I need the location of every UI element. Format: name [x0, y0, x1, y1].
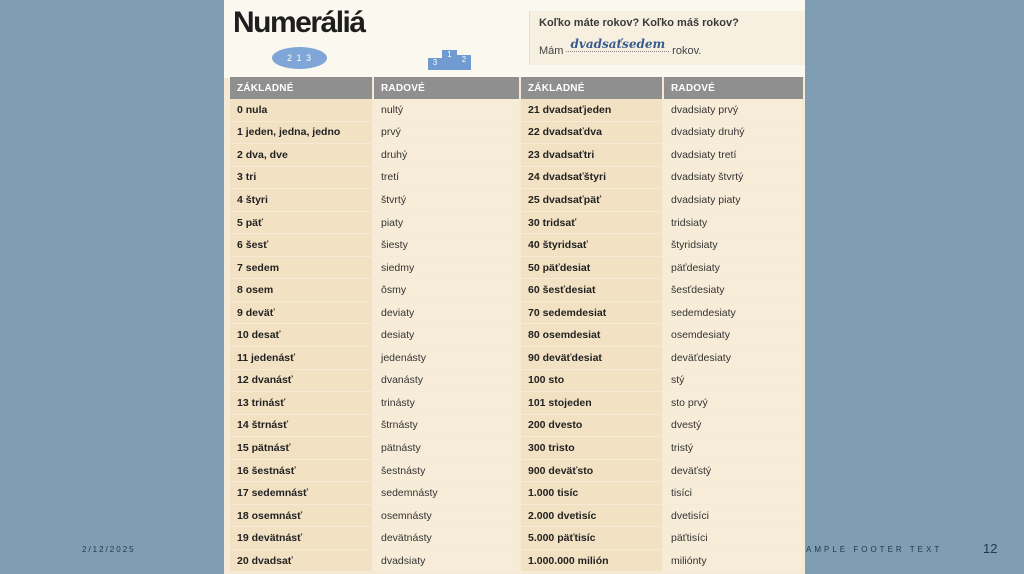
- cardinal-cell: 5 päť: [230, 211, 373, 234]
- cardinal-cell: 900 deväťsto: [520, 459, 663, 482]
- cardinal-cell: 4 štyri: [230, 189, 373, 212]
- ordinal-cell: desiaty: [373, 324, 520, 347]
- ordinal-cell: dvadsiaty: [373, 549, 520, 572]
- page-number: 12: [983, 541, 998, 556]
- cardinal-cell: 6 šesť: [230, 234, 373, 257]
- table-row: [230, 189, 804, 212]
- ordinal-cell: deväťstý: [663, 459, 804, 482]
- cardinal-cell: 0 nula: [230, 99, 373, 121]
- cardinal-cell: 100 sto: [520, 369, 663, 392]
- header-zakladne-2: ZÁKLADNÉ: [520, 77, 663, 99]
- ordinal-cell: šestnásty: [373, 459, 520, 482]
- table-row: [230, 459, 804, 482]
- cardinal-cell: 60 šesťdesiat: [520, 279, 663, 302]
- cardinal-cell: 23 dvadsaťtri: [520, 144, 663, 167]
- question-text: Koľko máte rokov? Koľko máš rokov?: [539, 17, 739, 29]
- ordinal-cell: piaty: [373, 211, 520, 234]
- cardinal-cell: 21 dvadsaťjeden: [520, 99, 663, 121]
- table-row: [230, 369, 804, 392]
- table-row: [230, 99, 804, 121]
- ordinal-cell: pätnásty: [373, 437, 520, 460]
- cardinal-cell: 90 deväťdesiat: [520, 347, 663, 370]
- table-row: [230, 437, 804, 460]
- cardinal-cell: 18 osemnásť: [230, 504, 373, 527]
- ordinal-cell: ôsmy: [373, 279, 520, 302]
- ordinal-cell: tisíci: [663, 482, 804, 505]
- table-row: [230, 234, 804, 257]
- podium-second: 2: [457, 55, 471, 70]
- table-row: [230, 324, 804, 347]
- header-radove-2: RADOVÉ: [663, 77, 804, 99]
- cardinal-cell: 40 štyridsať: [520, 234, 663, 257]
- table-row: [230, 482, 804, 505]
- header-radove-1: RADOVÉ: [373, 77, 520, 99]
- cardinal-cell: 30 tridsať: [520, 211, 663, 234]
- ordinal-cell: sedemdesiaty: [663, 301, 804, 324]
- cardinal-cell: 22 dvadsaťdva: [520, 121, 663, 144]
- cardinal-cell: 16 šestnásť: [230, 459, 373, 482]
- ordinal-cell: štrnásty: [373, 414, 520, 437]
- ordinal-cell: sedemnásty: [373, 482, 520, 505]
- page-title: Numerálіá: [233, 6, 365, 39]
- ordinal-cell: dvestý: [663, 414, 804, 437]
- ordinal-cell: osemnásty: [373, 504, 520, 527]
- cardinal-cell: 3 tri: [230, 166, 373, 189]
- footer-date: 2/12/2025: [82, 545, 136, 554]
- cardinal-cell: 7 sedem: [230, 256, 373, 279]
- cardinal-cell: 10 desať: [230, 324, 373, 347]
- table-row: [230, 527, 804, 550]
- cardinal-cell: 20 dvadsať: [230, 549, 373, 572]
- ordinal-cell: osemdesiaty: [663, 324, 804, 347]
- ordinal-cell: prvý: [373, 121, 520, 144]
- table-row: [230, 166, 804, 189]
- podium-icon: [428, 46, 472, 70]
- numerals-table: [230, 77, 805, 572]
- table-row: [230, 347, 804, 370]
- cardinal-cell: 2.000 dvetisíc: [520, 504, 663, 527]
- ordinal-cell: tridsiaty: [663, 211, 804, 234]
- cardinal-cell: 17 sedemnásť: [230, 482, 373, 505]
- ordinal-cell: nultý: [373, 99, 520, 121]
- ordinal-cell: trinásty: [373, 392, 520, 415]
- cardinal-cell: 24 dvadsaťštyri: [520, 166, 663, 189]
- cardinal-cell: 2 dva, dve: [230, 144, 373, 167]
- header-zakladne-1: ZÁKLADNÉ: [230, 77, 373, 99]
- cardinal-cell: 19 devätnásť: [230, 527, 373, 550]
- table-row: [230, 211, 804, 234]
- ordinal-cell: dvanásty: [373, 369, 520, 392]
- cardinal-cell: 50 päťdesiat: [520, 256, 663, 279]
- ordinal-cell: šiesty: [373, 234, 520, 257]
- cardinal-cell: 70 sedemdesiat: [520, 301, 663, 324]
- ordinal-cell: siedmy: [373, 256, 520, 279]
- cardinal-cell: 1.000.000 milión: [520, 549, 663, 572]
- answer-prefix: Mám: [539, 45, 564, 57]
- question-box: [529, 11, 805, 65]
- answer-suffix: rokov.: [672, 45, 702, 57]
- cardinal-cell: 8 osem: [230, 279, 373, 302]
- table-row: [230, 504, 804, 527]
- cardinal-cell: 14 štrnásť: [230, 414, 373, 437]
- table-row: [230, 256, 804, 279]
- cardinal-cell: 12 dvanásť: [230, 369, 373, 392]
- cardinal-cell: 11 jedenásť: [230, 347, 373, 370]
- ordinal-cell: deväťdesiaty: [663, 347, 804, 370]
- ordinal-cell: stý: [663, 369, 804, 392]
- table-row: [230, 549, 804, 572]
- ordinal-cell: päťtisíci: [663, 527, 804, 550]
- cardinal-cell: 101 stojeden: [520, 392, 663, 415]
- ordinal-cell: druhý: [373, 144, 520, 167]
- numbers-ellipse-icon: 2 1 3: [272, 47, 327, 69]
- ordinal-cell: dvadsiaty štvrtý: [663, 166, 804, 189]
- footer-text: AMPLE FOOTER TEXT: [806, 545, 943, 554]
- ordinal-cell: sto prvý: [663, 392, 804, 415]
- ordinal-cell: tretí: [373, 166, 520, 189]
- cardinal-cell: 1.000 tisíc: [520, 482, 663, 505]
- cardinal-cell: 25 dvadsaťpäť: [520, 189, 663, 212]
- textbook-page: [224, 0, 805, 574]
- ordinal-cell: dvetisíci: [663, 504, 804, 527]
- cardinal-cell: 1 jeden, jedna, jedno: [230, 121, 373, 144]
- ordinal-cell: dvadsiaty druhý: [663, 121, 804, 144]
- table-row: [230, 414, 804, 437]
- slide-background-right: [805, 0, 1024, 574]
- table-row: [230, 121, 804, 144]
- ordinal-cell: štvrtý: [373, 189, 520, 212]
- podium-first: 1: [442, 50, 457, 70]
- ordinal-cell: deviaty: [373, 301, 520, 324]
- slide-background-left: [0, 0, 224, 574]
- answer-handwritten: dvadsaťsedem: [566, 37, 669, 52]
- ordinal-cell: päťdesiaty: [663, 256, 804, 279]
- ordinal-cell: jedenásty: [373, 347, 520, 370]
- cardinal-cell: 13 trinásť: [230, 392, 373, 415]
- ordinal-cell: milióntу: [663, 549, 804, 572]
- ordinal-cell: dvadsiaty prvý: [663, 99, 804, 121]
- cardinal-cell: 5.000 päťtisíc: [520, 527, 663, 550]
- table-row: [230, 279, 804, 302]
- ordinal-cell: devätnásty: [373, 527, 520, 550]
- podium-third: 3: [428, 58, 442, 70]
- ordinal-cell: dvadsiaty piaty: [663, 189, 804, 212]
- table-header-row: [230, 77, 804, 99]
- answer-line: [539, 37, 702, 57]
- table-row: [230, 144, 804, 167]
- cardinal-cell: 80 osemdesiat: [520, 324, 663, 347]
- title-area: [224, 0, 805, 78]
- cardinal-cell: 300 tristo: [520, 437, 663, 460]
- ordinal-cell: tristý: [663, 437, 804, 460]
- ordinal-cell: dvadsiaty tretí: [663, 144, 804, 167]
- cardinal-cell: 15 pätnásť: [230, 437, 373, 460]
- ordinal-cell: šesťdesiaty: [663, 279, 804, 302]
- cardinal-cell: 200 dvesto: [520, 414, 663, 437]
- ordinal-cell: štyridsiaty: [663, 234, 804, 257]
- table-row: [230, 392, 804, 415]
- cardinal-cell: 9 deväť: [230, 301, 373, 324]
- table-row: [230, 301, 804, 324]
